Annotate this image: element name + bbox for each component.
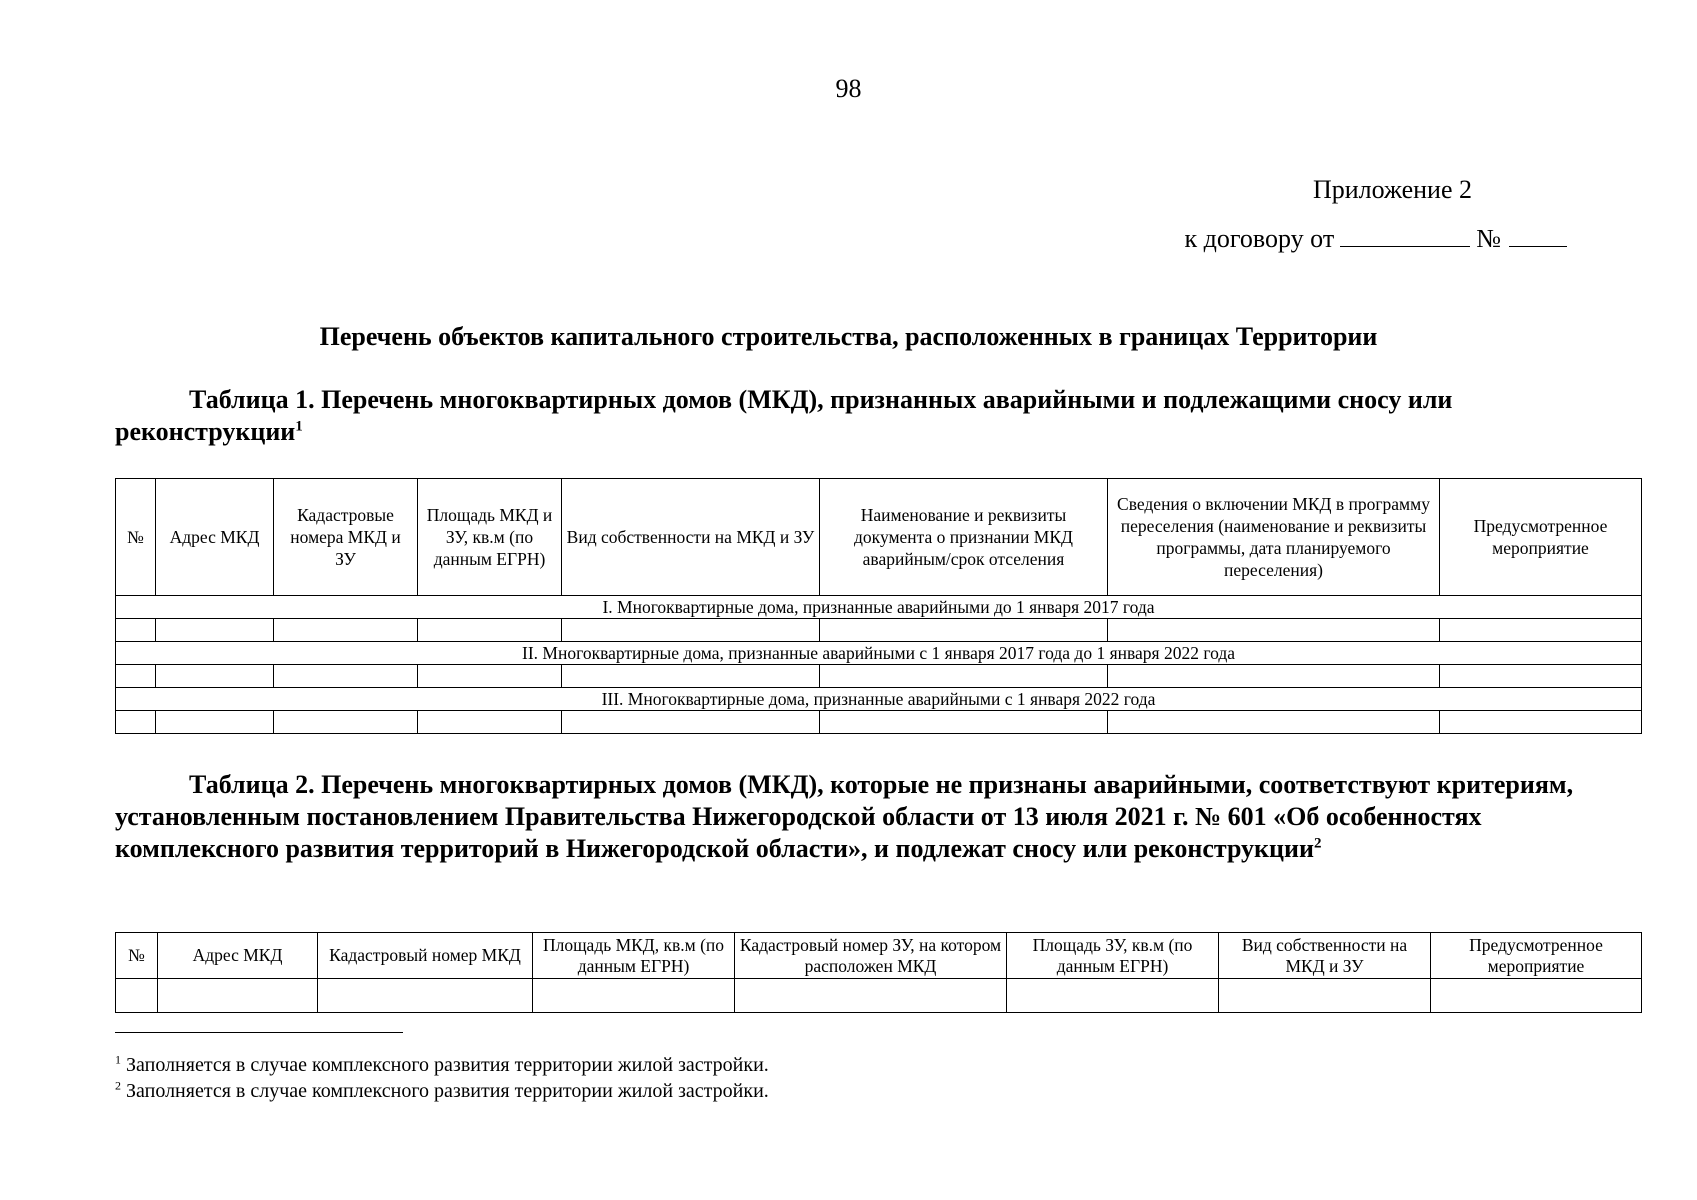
footnote-mark: 1 [115,1052,121,1067]
table-cell [1108,711,1440,734]
table-cell [1440,665,1642,688]
table-cell [820,711,1108,734]
page-number: 98 [835,74,862,103]
table1-header-row [116,479,1642,596]
table-cell [418,619,562,642]
table-cell [1431,979,1642,1013]
table-cell [562,619,820,642]
table2-empty-row [116,979,1642,1013]
table-cell [735,979,1007,1013]
table2-header-cell: Предусмотренное мероприятие [1431,933,1642,979]
table1-section-label: II. Многоквартирные дома, признанные аварийными с 1 января 2017 года до 1 января 2022 года [116,642,1642,665]
contract-number-blank [1509,224,1567,247]
footnote-text: Заполняется в случае комплексного развития территории жилой застройки. [126,1080,769,1102]
table1-empty-row [116,665,1642,688]
table1-section-row [116,642,1642,665]
table1-header-cell: Адрес МКД [156,479,274,596]
table2-header-row [116,933,1642,979]
table-cell [274,665,418,688]
table-cell [156,711,274,734]
table2-title-text: Таблица 2. Перечень многоквартирных домов (МКД), которые не признаны аварийными, соответствуют критериям, установленным постановлением Правительства Нижегородской области от 13 июля 2021 г. № 601 «Об особенностях комплексного развития территорий в Нижегородской области», и подлежат сносу или реконструкции [115,770,1574,863]
table1-section-row [116,688,1642,711]
table2-header-cell: № [116,933,158,979]
table1-header-cell: Вид собственности на МКД и ЗУ [562,479,820,596]
table-cell [116,979,158,1013]
table-cell [116,619,156,642]
appendix-title: Приложение 2 [1312,175,1472,204]
table-cell [1219,979,1431,1013]
table2-header-cell: Площадь ЗУ, кв.м (по данным ЕГРН) [1007,933,1219,979]
table1-section-row [116,596,1642,619]
table2-header-cell: Кадастровый номер МКД [318,933,533,979]
table1-header-cell: Площадь МКД и ЗУ, кв.м (по данным ЕГРН) [418,479,562,596]
table2-title [115,769,1640,865]
contract-date-blank [1340,224,1470,247]
table1-empty-row [116,619,1642,642]
table-cell [158,979,318,1013]
table1-header-cell: № [116,479,156,596]
table-cell [1440,711,1642,734]
footnote-mark: 2 [115,1078,121,1093]
table1-header-cell: Кадастровые номера МКД и ЗУ [274,479,418,596]
appendix-contract-line [1185,224,1567,254]
table1 [115,478,1642,734]
table-cell [1108,665,1440,688]
table-cell [274,619,418,642]
table-cell [1108,619,1440,642]
table-cell [156,665,274,688]
table-cell [156,619,274,642]
table1-header-cell: Предусмотренное мероприятие [1440,479,1642,596]
table1-title [115,384,1640,448]
table-cell [562,665,820,688]
table-cell [318,979,533,1013]
footnote-text: Заполняется в случае комплексного развития территории жилой застройки. [126,1054,769,1076]
table2-header-cell: Площадь МКД, кв.м (по данным ЕГРН) [533,933,735,979]
table2-footnote-ref: 2 [1313,835,1322,852]
table-cell [533,979,735,1013]
contract-prefix: к договору от [1184,224,1335,253]
main-title: Перечень объектов капитального строительства, расположенных в границах Территории [319,322,1378,351]
table2-header-cell: Кадастровый номер ЗУ, на котором расположен МКД [735,933,1007,979]
table-cell [418,711,562,734]
table-cell [274,711,418,734]
footnote-separator [115,1032,403,1033]
table2 [115,932,1642,1013]
table-cell [418,665,562,688]
footnote-2 [115,1080,769,1103]
table1-header-cell: Наименование и реквизиты документа о признании МКД аварийным/срок отселения [820,479,1108,596]
table1-section-label: I. Многоквартирные дома, признанные аварийными до 1 января 2017 года [116,596,1642,619]
table1-title-text: Таблица 1. Перечень многоквартирных домов (МКД), признанных аварийными и подлежащими сносу или реконструкции [115,385,1453,446]
table1-section-label: III. Многоквартирные дома, признанные аварийными с 1 января 2022 года [116,688,1642,711]
table-cell [116,711,156,734]
table-cell [1007,979,1219,1013]
table-cell [562,711,820,734]
table-cell [1440,619,1642,642]
number-sign: № [1476,224,1501,253]
table1-empty-row [116,711,1642,734]
table-cell [820,619,1108,642]
table-cell [820,665,1108,688]
table-cell [116,665,156,688]
table1-footnote-ref: 1 [295,418,303,435]
table2-header-cell: Адрес МКД [158,933,318,979]
table1-header-cell: Сведения о включении МКД в программу переселения (наименование и реквизиты программы, дата планируемого переселения) [1108,479,1440,596]
table2-header-cell: Вид собственности на МКД и ЗУ [1219,933,1431,979]
footnote-1 [115,1054,769,1077]
